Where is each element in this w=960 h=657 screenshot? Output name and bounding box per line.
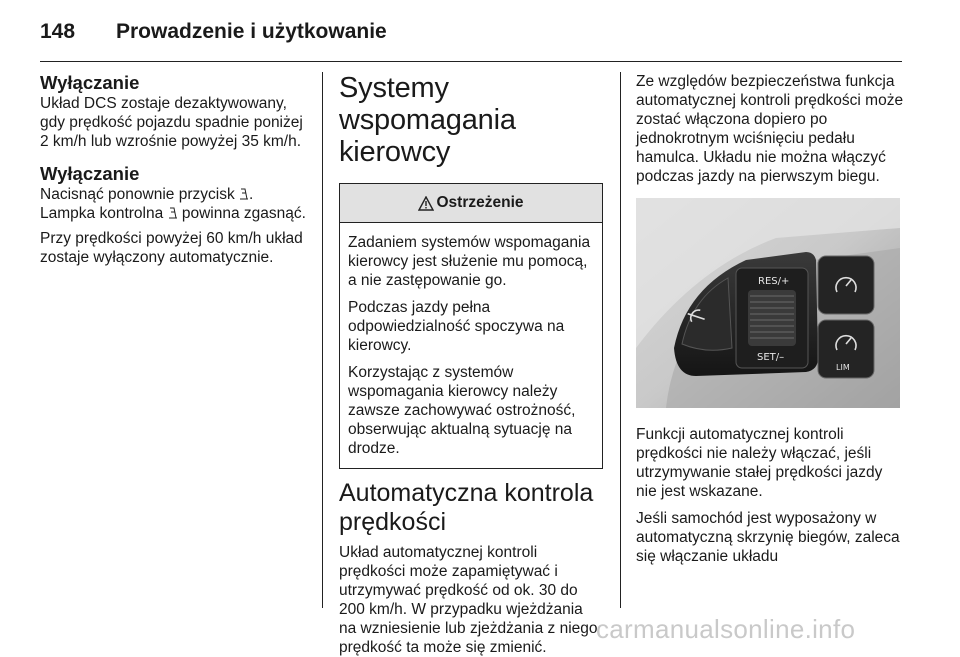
subheading-deactivation-1: Wyłączanie	[40, 72, 140, 93]
subheading-deactivation-2: Wyłączanie	[40, 163, 140, 184]
warning-header	[340, 184, 602, 223]
res-label: RES/+	[758, 276, 790, 287]
paragraph-dcs-auto-off: Układ DCS zostaje dezaktywowany, gdy prędkość pojazdu spadnie poniżej 2 km/h lub wzrośnie powyżej 35 km/h.	[40, 95, 303, 150]
warning-paragraph-3: Korzystając z systemów wspomagania kierowcy należy zawsze zachowywać ostrożność, obserwując aktualną sytuację na drodze.	[348, 364, 576, 457]
set-label: SET/–	[757, 352, 785, 363]
heading-cruise-control: Automatyczna kontrola prędkości	[339, 479, 594, 536]
column-left	[40, 72, 308, 267]
warning-title: Ostrzeżenie	[436, 194, 524, 211]
descent-control-icon	[239, 187, 249, 201]
warning-box	[339, 183, 603, 469]
warning-paragraph-1: Zadaniem systemów wspomagania kierowcy jest służenie mu pomocą, a nie zastępowanie go.	[348, 234, 591, 289]
page-header	[40, 14, 920, 54]
heading-driver-assistance: Systemy wspomagania kierowcy	[339, 72, 516, 168]
column-divider-1	[322, 72, 323, 608]
warning-body	[340, 223, 602, 468]
descent-control-indicator-icon	[168, 206, 178, 220]
section-title: Prowadzenie i użytkowanie	[116, 20, 387, 43]
warning-triangle-icon	[418, 196, 434, 211]
paragraph-auto-deactivate-speed: Przy prędkości powyżej 60 km/h układ zostaje wyłączony automatycznie.	[40, 230, 303, 266]
paragraph-cruise-range: Układ automatycznej kontroli prędkości może zapamiętywać i utrzymywać prędkość od ok. 30 do 200 km/h. W przypadku wjeżdżania na wzniesienie lub zjeżdżania z niego prędkość ta może się zmienić.	[339, 544, 598, 656]
paragraph-press-button: Nacisnąć ponownie przycisk .	[40, 186, 254, 203]
paragraph-brake-activation: Ze względów bezpieczeństwa funkcja automatycznej kontroli prędkości może zostać włączona dopiero po jednokrotnym wciśnięciu pedału hamulca. Układu nie można włączyć podczas jazdy na pierwszym biegu.	[636, 73, 904, 185]
page-number: 148	[40, 20, 76, 43]
paragraph-not-recommended: Funkcji automatycznej kontroli prędkości nie należy włączać, jeśli utrzymywanie stałej prędkości jazdy nie jest wskazane.	[636, 426, 883, 500]
warning-paragraph-2: Podczas jazdy pełna odpowiedzialność spoczywa na kierowcy.	[348, 299, 565, 354]
column-middle	[339, 72, 603, 657]
lim-label: LIM	[836, 363, 850, 372]
paragraph-automatic-gearbox: Jeśli samochód jest wyposażony w automatyczną skrzynię biegów, zaleca się włączanie układu	[636, 510, 900, 565]
header-divider	[40, 61, 902, 62]
column-divider-2	[620, 72, 621, 608]
cruise-control-buttons-photo	[636, 198, 900, 408]
paragraph-indicator-off: Lampka kontrolna powinna zgasnąć.	[40, 205, 306, 222]
watermark: carmanualsonline.info	[596, 614, 856, 644]
column-right	[636, 72, 904, 566]
